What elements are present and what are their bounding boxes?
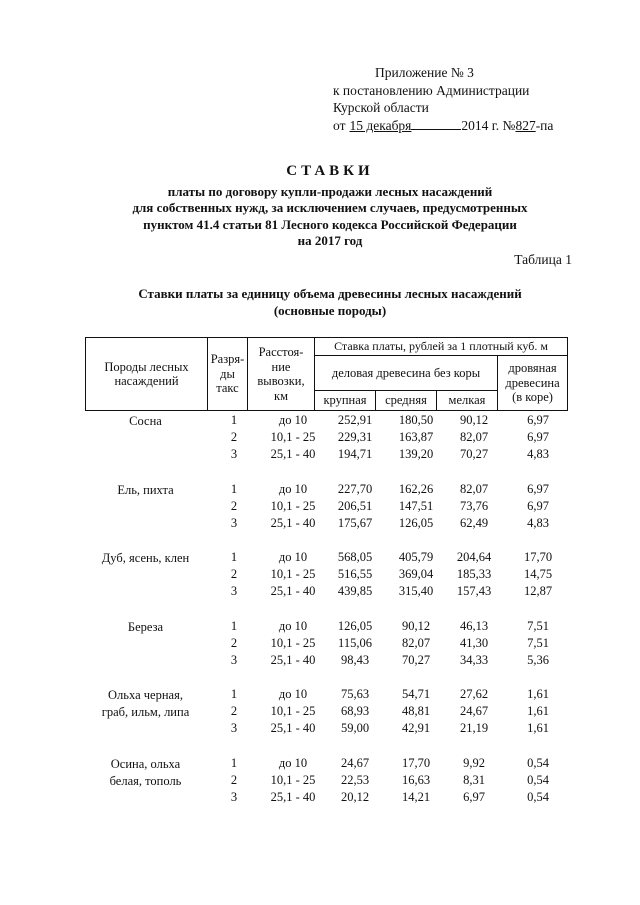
cell-fire: 0,54 [527, 790, 549, 804]
appendix-number: Приложение № 3 [375, 65, 474, 80]
cell-medium: 48,81 [401, 704, 431, 718]
cell-fire: 0,54 [527, 773, 549, 787]
cell-fire: 6,97 [527, 482, 549, 496]
cell-small: 70,27 [459, 447, 489, 461]
cell-medium: 90,12 [401, 619, 431, 633]
cell-large: 59,00 [340, 721, 370, 735]
appendix-decree: к постановлению Администрации [333, 82, 530, 98]
cell-medium: 369,04 [398, 567, 434, 581]
cell-large: 68,93 [340, 704, 370, 718]
cell-small: 9,92 [463, 756, 485, 770]
appendix-date: 15 декабря [349, 117, 412, 133]
cell-small: 185,33 [456, 567, 492, 581]
cell-distance: до 10 [278, 482, 308, 496]
cell-fire: 4,83 [527, 447, 549, 461]
cell-distance: до 10 [278, 413, 308, 427]
header-species: Породы лесных насаждений [86, 338, 208, 411]
cell-fire: 14,75 [523, 567, 553, 581]
cell-fire: 5,36 [527, 653, 549, 667]
cell-small: 46,13 [459, 619, 489, 633]
cell-large: 22,53 [340, 773, 370, 787]
cell-species: Сосна [129, 414, 162, 428]
cell-fire: 6,97 [527, 430, 549, 444]
cell-class: 3 [230, 584, 238, 598]
table-label: Таблица 1 [514, 252, 572, 267]
cell-large: 175,67 [337, 516, 373, 530]
cell-small: 24,67 [459, 704, 489, 718]
cell-fire: 17,70 [523, 550, 553, 564]
cell-distance: 25,1 - 40 [270, 584, 316, 598]
cell-large: 252,91 [337, 413, 373, 427]
cell-class: 1 [230, 550, 238, 564]
cell-distance: 10,1 - 25 [270, 704, 316, 718]
cell-medium: 14,21 [401, 790, 431, 804]
cell-medium: 163,87 [398, 430, 434, 444]
cell-species: Ольха черная, [108, 688, 183, 702]
cell-medium: 180,50 [398, 413, 434, 427]
cell-distance: 25,1 - 40 [270, 653, 316, 667]
title-heading: СТАВКИ [286, 163, 374, 179]
header-class: Разря-ды такс [208, 338, 248, 411]
cell-fire: 4,83 [527, 516, 549, 530]
cell-medium: 16,63 [401, 773, 431, 787]
cell-medium: 147,51 [398, 499, 434, 513]
cell-fire: 12,87 [523, 584, 553, 598]
title-line: на 2017 год [297, 233, 363, 248]
cell-large: 98,43 [340, 653, 370, 667]
cell-distance: до 10 [278, 756, 308, 770]
cell-distance: 25,1 - 40 [270, 516, 316, 530]
cell-class: 2 [230, 499, 238, 513]
cell-species: граб, ильм, липа [101, 705, 190, 719]
cell-large: 229,31 [337, 430, 373, 444]
cell-small: 27,62 [459, 687, 489, 701]
cell-medium: 315,40 [398, 584, 434, 598]
appendix-suffix: -па [535, 117, 554, 133]
cell-medium: 54,71 [401, 687, 431, 701]
cell-small: 73,76 [459, 499, 489, 513]
cell-distance: 25,1 - 40 [270, 790, 316, 804]
cell-fire: 1,61 [527, 721, 549, 735]
header-large: крупная [315, 391, 376, 411]
subtitle-line: (основные породы) [273, 303, 387, 318]
cell-class: 1 [230, 413, 238, 427]
cell-small: 82,07 [459, 430, 489, 444]
cell-small: 34,33 [459, 653, 489, 667]
cell-class: 2 [230, 704, 238, 718]
cell-distance: 10,1 - 25 [270, 567, 316, 581]
cell-class: 2 [230, 636, 238, 650]
cell-medium: 405,79 [398, 550, 434, 564]
cell-class: 1 [230, 619, 238, 633]
cell-distance: 25,1 - 40 [270, 447, 316, 461]
cell-species: Береза [127, 620, 164, 634]
cell-large: 227,70 [337, 482, 373, 496]
cell-fire: 7,51 [527, 636, 549, 650]
cell-large: 568,05 [337, 550, 373, 564]
header-fire: дровяная древесина (в коре) [498, 356, 568, 411]
appendix-region: Курской области [333, 100, 429, 115]
cell-class: 1 [230, 687, 238, 701]
cell-fire: 0,54 [527, 756, 549, 770]
title-line: пунктом 41.4 статьи 81 Лесного кодекса Российской Федерации [143, 216, 517, 232]
cell-large: 516,55 [337, 567, 373, 581]
header-business: деловая древесина без коры [315, 356, 498, 391]
cell-species: Дуб, ясень, клен [101, 551, 190, 565]
cell-class: 2 [230, 567, 238, 581]
cell-large: 20,12 [340, 790, 370, 804]
cell-fire: 7,51 [527, 619, 549, 633]
cell-medium: 126,05 [398, 516, 434, 530]
cell-species: белая, тополь [109, 774, 182, 788]
appendix-doc-number: 827 [515, 117, 536, 133]
cell-class: 3 [230, 721, 238, 735]
cell-small: 8,31 [463, 773, 485, 787]
title-line: платы по договору купли-продажи лесных насаждений [167, 183, 493, 199]
cell-species: Осина, ольха [110, 757, 181, 771]
cell-large: 439,85 [337, 584, 373, 598]
cell-large: 75,63 [340, 687, 370, 701]
cell-small: 90,12 [459, 413, 489, 427]
cell-class: 1 [230, 756, 238, 770]
cell-large: 206,51 [337, 499, 373, 513]
cell-large: 194,71 [337, 447, 373, 461]
cell-class: 2 [230, 773, 238, 787]
cell-distance: 10,1 - 25 [270, 773, 316, 787]
cell-large: 126,05 [337, 619, 373, 633]
header-rate: Ставка платы, рублей за 1 плотный куб. м [315, 338, 568, 356]
cell-distance: 25,1 - 40 [270, 721, 316, 735]
header-small: мелкая [437, 391, 498, 411]
cell-medium: 70,27 [401, 653, 431, 667]
cell-fire: 1,61 [527, 704, 549, 718]
cell-small: 82,07 [459, 482, 489, 496]
cell-distance: до 10 [278, 619, 308, 633]
appendix-year: 2014 г. № [461, 117, 516, 133]
cell-distance: до 10 [278, 687, 308, 701]
cell-fire: 6,97 [527, 413, 549, 427]
cell-distance: 10,1 - 25 [270, 499, 316, 513]
header-medium: средняя [376, 391, 437, 411]
cell-small: 6,97 [463, 790, 485, 804]
cell-distance: до 10 [278, 550, 308, 564]
cell-small: 41,30 [459, 636, 489, 650]
cell-small: 21,19 [459, 721, 489, 735]
cell-fire: 1,61 [527, 687, 549, 701]
cell-class: 3 [230, 790, 238, 804]
appendix-from: от [333, 117, 346, 133]
cell-class: 1 [230, 482, 238, 496]
cell-distance: 10,1 - 25 [270, 636, 316, 650]
cell-medium: 17,70 [401, 756, 431, 770]
cell-large: 115,06 [338, 636, 372, 650]
cell-medium: 82,07 [401, 636, 431, 650]
cell-fire: 6,97 [527, 499, 549, 513]
cell-class: 2 [230, 430, 238, 444]
cell-species: Ель, пихта [117, 483, 174, 497]
title-line: для собственных нужд, за исключением случаев, предусмотренных [132, 200, 528, 215]
cell-small: 204,64 [456, 550, 492, 564]
cell-medium: 42,91 [401, 721, 431, 735]
cell-class: 3 [230, 516, 238, 530]
cell-class: 3 [230, 447, 238, 461]
cell-small: 157,43 [456, 584, 492, 598]
cell-class: 3 [230, 653, 238, 667]
cell-distance: 10,1 - 25 [270, 430, 316, 444]
cell-medium: 162,26 [398, 482, 434, 496]
cell-medium: 139,20 [398, 447, 434, 461]
cell-small: 62,49 [459, 516, 489, 530]
subtitle-line: Ставки платы за единицу объема древесины лесных насаждений [138, 286, 522, 301]
header-distance: Расстоя-ние вывозки, км [248, 338, 315, 411]
cell-large: 24,67 [340, 756, 370, 770]
